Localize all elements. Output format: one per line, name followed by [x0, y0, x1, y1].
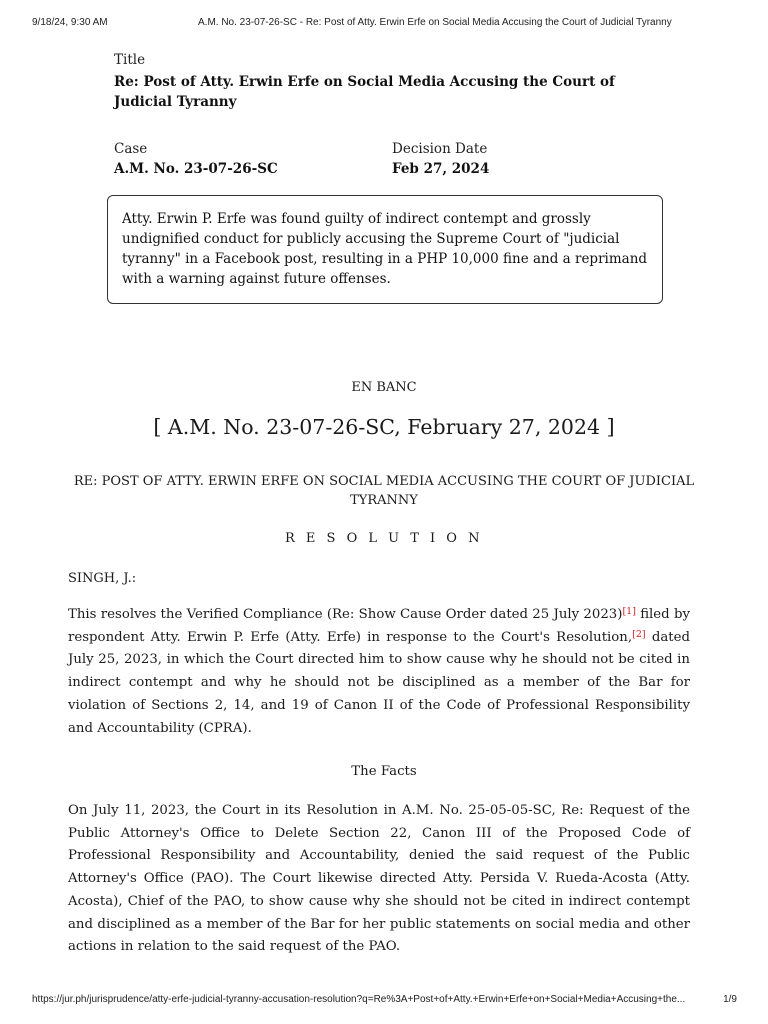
- print-url: https://jur.ph/jurisprudence/atty-erfe-judicial-tyranny-accusation-resolution?q=Re%3A+Post+of+Atty.+Erwin+Erfe+on+Social+Media+Accusing+the...: [32, 994, 686, 1005]
- paragraph-1-text-c: dated July 25, 2023, in which the Court directed him to show cause why he should not be cited in indirect contempt and why he should not be disciplined as a member of the Bar for violation of Sections 2, 14, and 19 of Canon II of the Code of Professional Responsibility and Accountability (CPRA).: [68, 629, 691, 736]
- paragraph-1-text-b: filed by respondent Atty. Erwin P. Erfe (Atty. Erfe) in response to the Court's Resolution,: [68, 607, 690, 645]
- decision-date-label: Decision Date: [392, 141, 488, 157]
- paragraph-1: [68, 604, 690, 740]
- summary-box: Atty. Erwin P. Erfe was found guilty of indirect contempt and grossly undignified conduct for publicly accusing the Supreme Court of "judicial tyranny" in a Facebook post, resulting in a PHP 10,000 fine and a reprimand with a warning against future offenses.: [107, 195, 663, 304]
- print-page-title: A.M. No. 23-07-26-SC - Re: Post of Atty. Erwin Erfe on Social Media Accusing the Court of Judicial Tyranny: [198, 17, 672, 28]
- page-number: 1/9: [723, 994, 737, 1005]
- case-value: A.M. No. 23-07-26-SC: [114, 161, 278, 177]
- facts-heading: The Facts: [351, 764, 417, 779]
- paragraph-1-text-a: This resolves the Verified Compliance (Re: Show Cause Order dated 25 July 2023): [68, 607, 623, 622]
- title-value: Re: Post of Atty. Erwin Erfe on Social Media Accusing the Court of Judicial Tyranny: [114, 74, 615, 110]
- resolution-heading: R E S O L U T I O N: [285, 531, 483, 546]
- print-datetime: 9/18/24, 9:30 AM: [32, 17, 108, 28]
- court-division: EN BANC: [351, 380, 417, 395]
- footnote-link-1[interactable]: [1]: [622, 606, 636, 617]
- footnote-link-2[interactable]: [2]: [632, 628, 646, 640]
- decision-date-value: Feb 27, 2024: [392, 161, 490, 177]
- title-label: Title: [114, 52, 146, 68]
- ponente: SINGH, J.:: [68, 571, 137, 586]
- case-label: Case: [114, 141, 148, 157]
- case-heading: [ A.M. No. 23-07-26-SC, February 27, 2024 ]: [153, 415, 615, 439]
- case-title: RE: POST OF ATTY. ERWIN ERFE ON SOCIAL MEDIA ACCUSING THE COURT OF JUDICIAL TYRANNY: [73, 474, 695, 508]
- paragraph-2: On July 11, 2023, the Court in its Resolution in A.M. No. 25-05-05-SC, Re: Request of the Public Attorney's Office to Delete Section 22, Canon III of the Proposed Code of Professional Responsibility and Accountability, denied the said request of the Public Attorney's Office (PAO). The Court likewise directed Atty. Persida V. Rueda-Acosta (Atty. Acosta), Chief of the PAO, to show cause why she should not be cited in indirect contempt and disciplined as a member of the Bar for her public statements on social media and other actions in relation to the said request of the PAO.: [68, 803, 690, 955]
